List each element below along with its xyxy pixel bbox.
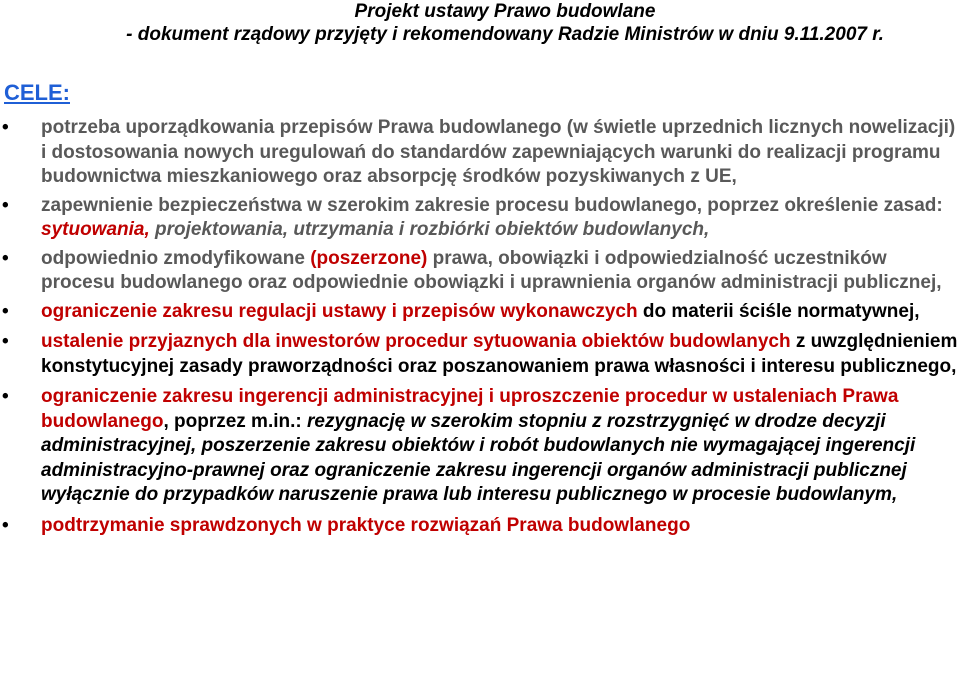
header-title: Projekt ustawy Prawo budowlane bbox=[354, 1, 656, 22]
item-highlight: podtrzymanie sprawdzonych w praktyce rozwiązań Prawa budowlanego bbox=[41, 514, 691, 536]
bullet-icon: • bbox=[2, 300, 9, 322]
section-title bbox=[4, 80, 70, 106]
item-highlight: (poszerzone) bbox=[310, 247, 428, 269]
item-text: do materii ściśle normatywnej, bbox=[637, 300, 920, 322]
section-title-text: CELE: bbox=[4, 80, 70, 105]
item-highlight: sytuowania, bbox=[41, 219, 150, 240]
bullet-icon: • bbox=[2, 386, 9, 407]
list-item bbox=[0, 514, 958, 539]
list-item bbox=[0, 300, 958, 325]
header-subtitle: - dokument rządowy przyjęty i rekomendowany Radzie Ministrów w dniu 9.11.2007 r. bbox=[126, 24, 884, 45]
item-text: z uwzględnieniem konstytucyjnej zasady praworządności oraz poszanowaniem prawa własności i interesu publicznego, bbox=[41, 331, 958, 377]
list-item bbox=[0, 116, 958, 190]
list-item bbox=[0, 330, 958, 379]
bullet-icon: • bbox=[2, 194, 9, 216]
item-text: odpowiednio zmodyfikowane bbox=[41, 247, 311, 269]
item-text: , poprzez m.in.: bbox=[163, 410, 307, 432]
item-highlight: ustalenie przyjaznych dla inwestorów procedur sytuowania obiektów budowlanych bbox=[41, 331, 791, 352]
item-text: prawa, obowiązki i odpowiedzialność uczestników procesu budowlanego oraz odpowiednie obowiązki i uprawnienia organów administracji publicznej, bbox=[41, 247, 942, 293]
item-text-italic: projektowania, utrzymania i rozbiórki obiektów budowlanych, bbox=[149, 219, 710, 240]
list-item bbox=[0, 385, 958, 508]
item-text-italic: rezygnację w szerokim stopniu z rozstrzygnięć w drodze decyzji administracyjnej, poszerzenie zakresu obiektów i robót budowlanych nie wymagającej ingerencji administracyjno-prawnej oraz ograniczenie zakresu ingerencji organów administracji publicznej wyłącznie do przypadków naruszenie prawa lub interesu publicznego w procesie budowlanym, bbox=[41, 410, 916, 505]
document-header bbox=[50, 0, 960, 46]
bullet-icon: • bbox=[2, 117, 9, 138]
bullet-icon: • bbox=[2, 331, 9, 352]
goals-list bbox=[0, 116, 958, 542]
list-item bbox=[0, 194, 958, 243]
item-text: zapewnienie bezpieczeństwa w szerokim zakresie procesu budowlanego, poprzez określenie zasad: bbox=[41, 194, 943, 216]
item-text: potrzeba uporządkowania przepisów Prawa budowlanego (w świetle uprzednich licznych nowelizacji) i dostosowania nowych uregulowań do standardów zapewniających warunki do realizacji programu budownictwa mieszkaniowego oraz absorpcję środków pozyskiwanych z UE, bbox=[41, 117, 956, 187]
bullet-icon: • bbox=[2, 514, 9, 536]
item-highlight: ograniczenie zakresu ingerencji administracyjnej i uproszczenie procedur w ustaleniach Prawa budowlanego bbox=[41, 386, 899, 432]
item-highlight: ograniczenie zakresu regulacji ustawy i przepisów wykonawczych bbox=[41, 300, 638, 322]
bullet-icon: • bbox=[2, 247, 9, 269]
list-item bbox=[0, 247, 958, 296]
